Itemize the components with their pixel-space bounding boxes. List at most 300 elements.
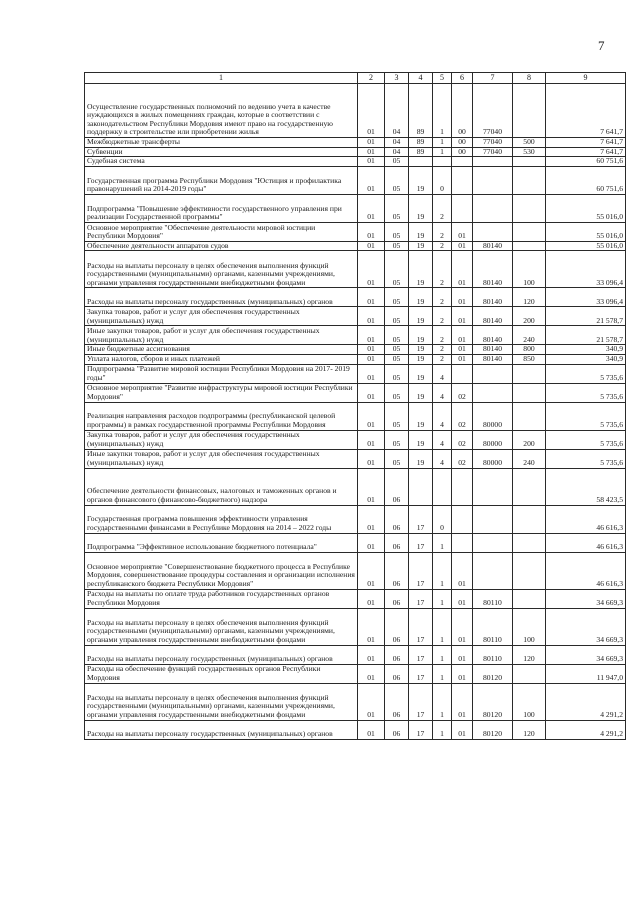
table-cell-program: 17: [409, 533, 433, 552]
table-cell-section: 01: [358, 307, 385, 326]
table-cell-amount: 11 947,0: [546, 664, 626, 683]
table-cell-expense-type: [513, 402, 546, 430]
table-cell-subsection: 06: [385, 608, 409, 645]
table-cell-expense-type: 120: [513, 720, 546, 739]
table-cell-section: 01: [358, 84, 385, 138]
table-cell-direction: [473, 222, 513, 241]
table-cell-amount: 4 291,2: [546, 720, 626, 739]
table-row: [85, 720, 626, 739]
table-body: [85, 84, 626, 740]
table-cell-section: 01: [358, 505, 385, 533]
table-cell-direction: [473, 533, 513, 552]
table-cell-direction: 80000: [473, 402, 513, 430]
table-cell-subprogram: 4: [433, 383, 452, 402]
table-cell-measure: 01: [452, 326, 473, 345]
table-cell-subprogram: [433, 157, 452, 167]
table-cell-subprogram: 4: [433, 449, 452, 468]
table-cell-program: 19: [409, 364, 433, 383]
table-cell-name: Подпрограмма "Повышение эффективности государственного управления при реализации Государственной программы": [85, 194, 358, 222]
table-row: [85, 364, 626, 383]
table-cell-section: 01: [358, 430, 385, 449]
table-row: [85, 383, 626, 402]
table-cell-subsection: 05: [385, 449, 409, 468]
table-cell-subprogram: 1: [433, 608, 452, 645]
table-cell-measure: 01: [452, 683, 473, 720]
table-cell-amount: 34 669,3: [546, 645, 626, 664]
table-row: [85, 505, 626, 533]
header-row: [85, 73, 626, 84]
table-cell-subprogram: 2: [433, 288, 452, 307]
table-cell-amount: 58 423,5: [546, 468, 626, 505]
table-cell-subsection: 06: [385, 505, 409, 533]
table-cell-subsection: 06: [385, 552, 409, 589]
table-cell-direction: 77040: [473, 147, 513, 157]
table-cell-measure: 01: [452, 288, 473, 307]
table-cell-program: 89: [409, 138, 433, 148]
table-cell-subprogram: 1: [433, 645, 452, 664]
table-cell-measure: 01: [452, 354, 473, 364]
table-cell-amount: 7 641,7: [546, 84, 626, 138]
table-cell-subsection: 05: [385, 307, 409, 326]
table-cell-program: 19: [409, 449, 433, 468]
table-cell-expense-type: [513, 222, 546, 241]
table-cell-subsection: 04: [385, 84, 409, 138]
table-cell-section: 01: [358, 326, 385, 345]
table-row: [85, 222, 626, 241]
table-cell-name: Обеспечение деятельности аппаратов судов: [85, 241, 358, 251]
table-cell-amount: 7 641,7: [546, 147, 626, 157]
table-cell-program: [409, 468, 433, 505]
table-row: [85, 241, 626, 251]
table-cell-name: Закупка товаров, работ и услуг для обеспечения государственных (муниципальных) нужд: [85, 430, 358, 449]
budget-table: [84, 72, 626, 740]
table-cell-program: 19: [409, 383, 433, 402]
table-cell-measure: 01: [452, 345, 473, 355]
table-cell-name: Осуществление государственных полномочий по ведению учета в качестве нуждающихся в жилых помещениях граждан, которые в соответствии с законодательством Республики Мордовия имеют право на государственную поддержку в строительстве или приобретении жилья: [85, 84, 358, 138]
table-row: [85, 147, 626, 157]
table-row: [85, 608, 626, 645]
table-cell-name: Иные бюджетные ассигнования: [85, 345, 358, 355]
table-cell-program: 17: [409, 608, 433, 645]
table-row: [85, 288, 626, 307]
table-cell-program: 17: [409, 683, 433, 720]
table-cell-amount: 55 016,0: [546, 241, 626, 251]
table-cell-amount: 46 616,3: [546, 533, 626, 552]
table-cell-subsection: 06: [385, 589, 409, 608]
table-row: [85, 84, 626, 138]
table-cell-program: 19: [409, 166, 433, 194]
table-cell-amount: 46 616,3: [546, 552, 626, 589]
table-cell-name: Государственная программа повышения эффективности управления государственными финансами в Республике Мордовия на 2014 – 2022 годы: [85, 505, 358, 533]
table-cell-expense-type: [513, 157, 546, 167]
table-cell-direction: 80140: [473, 354, 513, 364]
table-cell-subprogram: 4: [433, 364, 452, 383]
table-cell-direction: [473, 552, 513, 589]
table-cell-subprogram: 2: [433, 354, 452, 364]
table-cell-name: Реализация направления расходов подпрограммы (республиканской целевой программы) в рамках государственной программы Республики Мордовия: [85, 402, 358, 430]
table-cell-direction: 80000: [473, 449, 513, 468]
table-cell-name: Основное мероприятие "Развитие инфраструктуры мировой юстиции Республики Мордовия": [85, 383, 358, 402]
table-cell-measure: 00: [452, 138, 473, 148]
table-cell-section: 01: [358, 138, 385, 148]
table-cell-subprogram: 2: [433, 194, 452, 222]
table-cell-direction: 80110: [473, 589, 513, 608]
table-cell-measure: [452, 157, 473, 167]
table-cell-measure: [452, 166, 473, 194]
table-cell-subsection: 05: [385, 157, 409, 167]
table-cell-amount: 60 751,6: [546, 157, 626, 167]
table-cell-program: 17: [409, 645, 433, 664]
table-cell-expense-type: 200: [513, 430, 546, 449]
table-cell-section: 01: [358, 468, 385, 505]
table-cell-name: Межбюджетные трансферты: [85, 138, 358, 148]
table-row: [85, 138, 626, 148]
table-cell-subprogram: 1: [433, 147, 452, 157]
table-cell-subsection: 06: [385, 664, 409, 683]
table-cell-name: Расходы на выплаты персоналу в целях обеспечения выполнения функций государственными (муниципальными) органами, казенными учреждениями, органами управления государственными внебюджетными фондами: [85, 608, 358, 645]
table-cell-subprogram: 1: [433, 552, 452, 589]
table-cell-program: 17: [409, 720, 433, 739]
table-row: [85, 194, 626, 222]
table-cell-subprogram: 0: [433, 166, 452, 194]
table-cell-subsection: 05: [385, 194, 409, 222]
table-cell-measure: [452, 505, 473, 533]
table-cell-subsection: 06: [385, 468, 409, 505]
table-cell-program: 19: [409, 288, 433, 307]
table-cell-section: 01: [358, 589, 385, 608]
table-cell-direction: [473, 157, 513, 167]
table-cell-expense-type: [513, 194, 546, 222]
table-row: [85, 683, 626, 720]
table-cell-amount: 7 641,7: [546, 138, 626, 148]
table-cell-direction: 80140: [473, 288, 513, 307]
table-row: [85, 645, 626, 664]
table-row: [85, 157, 626, 167]
table-cell-subprogram: 2: [433, 326, 452, 345]
table-cell-measure: 01: [452, 664, 473, 683]
table-cell-direction: 80120: [473, 683, 513, 720]
col-header-4: 4: [409, 73, 433, 84]
table-cell-subprogram: 1: [433, 720, 452, 739]
table-cell-section: 01: [358, 345, 385, 355]
table-cell-measure: 01: [452, 589, 473, 608]
table-cell-measure: 02: [452, 402, 473, 430]
table-cell-subsection: 06: [385, 533, 409, 552]
table-cell-expense-type: [513, 166, 546, 194]
table-cell-expense-type: 800: [513, 345, 546, 355]
table-cell-subprogram: 2: [433, 345, 452, 355]
table-cell-expense-type: [513, 664, 546, 683]
table-cell-amount: 4 291,2: [546, 683, 626, 720]
table-cell-measure: [452, 364, 473, 383]
table-cell-program: 19: [409, 194, 433, 222]
table-cell-name: Основное мероприятие "Обеспечение деятельности мировой юстиции Республики Мордовия": [85, 222, 358, 241]
table-cell-expense-type: 530: [513, 147, 546, 157]
table-cell-program: 89: [409, 147, 433, 157]
table-cell-name: Расходы на выплаты персоналу государственных (муниципальных) органов: [85, 288, 358, 307]
table-cell-measure: [452, 468, 473, 505]
table-cell-measure: [452, 194, 473, 222]
table-cell-expense-type: 120: [513, 288, 546, 307]
table-cell-program: 89: [409, 84, 433, 138]
table-cell-amount: 5 735,6: [546, 383, 626, 402]
table-cell-amount: 340,9: [546, 354, 626, 364]
table-cell-amount: 33 096,4: [546, 251, 626, 288]
table-cell-expense-type: 500: [513, 138, 546, 148]
table-cell-section: 01: [358, 157, 385, 167]
table-cell-amount: 55 016,0: [546, 222, 626, 241]
table-cell-subprogram: 4: [433, 402, 452, 430]
table-cell-name: Подпрограмма "Эффективное использование бюджетного потенциала": [85, 533, 358, 552]
table-cell-subprogram: 1: [433, 138, 452, 148]
table-cell-direction: [473, 364, 513, 383]
table-cell-expense-type: [513, 505, 546, 533]
table-cell-subsection: 05: [385, 383, 409, 402]
table-cell-subsection: 05: [385, 354, 409, 364]
table-cell-subprogram: 2: [433, 307, 452, 326]
table-cell-direction: 77040: [473, 84, 513, 138]
table-cell-expense-type: 100: [513, 683, 546, 720]
table-cell-subsection: 05: [385, 251, 409, 288]
table-cell-amount: 46 616,3: [546, 505, 626, 533]
table-row: [85, 589, 626, 608]
table-cell-subsection: 05: [385, 430, 409, 449]
table-cell-name: Подпрограмма "Развитие мировой юстиции Республики Мордовия на 2017- 2019 годы": [85, 364, 358, 383]
table-cell-program: 19: [409, 430, 433, 449]
table-cell-section: 01: [358, 645, 385, 664]
table-cell-expense-type: 200: [513, 307, 546, 326]
table-cell-section: 01: [358, 147, 385, 157]
table-cell-subsection: 05: [385, 166, 409, 194]
table-cell-expense-type: 850: [513, 354, 546, 364]
table-cell-subsection: 05: [385, 241, 409, 251]
table-row: [85, 533, 626, 552]
table-cell-amount: 55 016,0: [546, 194, 626, 222]
table-cell-program: 17: [409, 589, 433, 608]
page-number: 7: [598, 38, 605, 53]
table-cell-measure: 00: [452, 147, 473, 157]
table-cell-measure: 01: [452, 251, 473, 288]
table-row: [85, 664, 626, 683]
table-cell-name: Расходы на выплаты персоналу в целях обеспечения выполнения функций государственными (муниципальными) органами, казенными учреждениями, органами управления государственными внебюджетными фондами: [85, 251, 358, 288]
table-cell-direction: [473, 468, 513, 505]
table-cell-subsection: 06: [385, 645, 409, 664]
col-header-2: 2: [358, 73, 385, 84]
table-cell-amount: 21 578,7: [546, 326, 626, 345]
table-cell-name: Судебная система: [85, 157, 358, 167]
table-cell-name: Иные закупки товаров, работ и услуг для обеспечения государственных (муниципальных) нужд: [85, 326, 358, 345]
col-header-9: 9: [546, 73, 626, 84]
table-cell-section: 01: [358, 251, 385, 288]
table-cell-expense-type: [513, 533, 546, 552]
table-cell-program: 19: [409, 307, 433, 326]
table-cell-subsection: 05: [385, 288, 409, 307]
table-row: [85, 449, 626, 468]
table-cell-subprogram: 2: [433, 251, 452, 288]
table-cell-direction: 80120: [473, 720, 513, 739]
table-cell-measure: 01: [452, 720, 473, 739]
table-cell-expense-type: [513, 241, 546, 251]
table-cell-expense-type: [513, 383, 546, 402]
table-row: [85, 354, 626, 364]
table-cell-section: 01: [358, 608, 385, 645]
table-cell-amount: 21 578,7: [546, 307, 626, 326]
table-cell-measure: 01: [452, 552, 473, 589]
table-cell-expense-type: [513, 364, 546, 383]
table-cell-subsection: 05: [385, 402, 409, 430]
table-cell-program: 17: [409, 664, 433, 683]
table-cell-subprogram: 1: [433, 84, 452, 138]
col-header-7: 7: [473, 73, 513, 84]
table-cell-name: Расходы на выплаты по оплате труда работников государственных органов Республики Мордовия: [85, 589, 358, 608]
table-row: [85, 326, 626, 345]
table-cell-measure: [452, 533, 473, 552]
table-cell-amount: 5 735,6: [546, 402, 626, 430]
table-cell-name: Обеспечение деятельности финансовых, налоговых и таможенных органов и органов финансового (финансово-бюджетного) надзора: [85, 468, 358, 505]
table-cell-section: 01: [358, 552, 385, 589]
table-cell-program: 19: [409, 402, 433, 430]
table-cell-name: Расходы на выплаты персоналу в целях обеспечения выполнения функций государственными (муниципальными) органами, казенными учреждениями, органами управления государственными внебюджетными фондами: [85, 683, 358, 720]
table-cell-section: 01: [358, 683, 385, 720]
table-cell-direction: 80140: [473, 345, 513, 355]
table-cell-expense-type: 100: [513, 608, 546, 645]
table-cell-name: Субвенции: [85, 147, 358, 157]
table-cell-measure: 01: [452, 307, 473, 326]
table-cell-direction: 80140: [473, 251, 513, 288]
table-cell-program: 19: [409, 251, 433, 288]
table-cell-section: 01: [358, 449, 385, 468]
table-cell-section: 01: [358, 533, 385, 552]
table-cell-section: 01: [358, 288, 385, 307]
table-cell-measure: 01: [452, 645, 473, 664]
table-cell-expense-type: 120: [513, 645, 546, 664]
table-cell-direction: 80140: [473, 241, 513, 251]
table-row: [85, 251, 626, 288]
table-cell-section: 01: [358, 383, 385, 402]
table-cell-expense-type: [513, 84, 546, 138]
table-cell-direction: 80110: [473, 608, 513, 645]
col-header-3: 3: [385, 73, 409, 84]
table-cell-name: Государственная программа Республики Мордовия "Юстиция и профилактика правонарушений на 2014-2019 годы": [85, 166, 358, 194]
table-cell-direction: [473, 505, 513, 533]
table-cell-subprogram: 1: [433, 589, 452, 608]
table-cell-subprogram: 2: [433, 241, 452, 251]
table-cell-section: 01: [358, 402, 385, 430]
table-cell-subsection: 05: [385, 222, 409, 241]
table-row: [85, 402, 626, 430]
table-cell-amount: 5 735,6: [546, 449, 626, 468]
table-cell-amount: 5 735,6: [546, 430, 626, 449]
table-cell-section: 01: [358, 664, 385, 683]
col-header-5: 5: [433, 73, 452, 84]
table-cell-subprogram: 4: [433, 430, 452, 449]
table-cell-direction: 80140: [473, 307, 513, 326]
table-row: [85, 468, 626, 505]
col-header-8: 8: [513, 73, 546, 84]
table-cell-measure: 01: [452, 222, 473, 241]
table-cell-measure: 02: [452, 449, 473, 468]
table-cell-direction: [473, 383, 513, 402]
table-cell-name: Расходы на обеспечение функций государственных органов Республики Мордовия: [85, 664, 358, 683]
table-cell-direction: [473, 166, 513, 194]
table-cell-subsection: 06: [385, 683, 409, 720]
table-cell-program: [409, 157, 433, 167]
table-cell-subprogram: 1: [433, 664, 452, 683]
table-cell-name: Иные закупки товаров, работ и услуг для обеспечения государственных (муниципальных) нужд: [85, 449, 358, 468]
table-cell-direction: 80110: [473, 645, 513, 664]
table-cell-expense-type: 240: [513, 326, 546, 345]
table-cell-subprogram: 1: [433, 683, 452, 720]
table-cell-subsection: 06: [385, 720, 409, 739]
table-cell-subprogram: 2: [433, 222, 452, 241]
table-cell-program: 19: [409, 326, 433, 345]
table-cell-direction: 80120: [473, 664, 513, 683]
table-cell-name: Уплата налогов, сборов и иных платежей: [85, 354, 358, 364]
table-cell-subsection: 05: [385, 345, 409, 355]
table-cell-amount: 5 735,6: [546, 364, 626, 383]
table-cell-subsection: 05: [385, 364, 409, 383]
col-header-1: 1: [85, 73, 358, 84]
table-cell-program: 19: [409, 354, 433, 364]
table-row: [85, 307, 626, 326]
table-cell-expense-type: 240: [513, 449, 546, 468]
table-cell-program: 19: [409, 222, 433, 241]
table-cell-measure: 02: [452, 430, 473, 449]
table-cell-direction: [473, 194, 513, 222]
table-cell-section: 01: [358, 354, 385, 364]
col-header-6: 6: [452, 73, 473, 84]
table-cell-measure: 01: [452, 241, 473, 251]
table-cell-direction: 80000: [473, 430, 513, 449]
table-cell-measure: 00: [452, 84, 473, 138]
table-cell-section: 01: [358, 166, 385, 194]
table-cell-program: 19: [409, 345, 433, 355]
table-cell-expense-type: 100: [513, 251, 546, 288]
table-cell-program: 17: [409, 552, 433, 589]
table-cell-measure: 01: [452, 608, 473, 645]
table-cell-name: Основное мероприятие "Совершенствование бюджетного процесса в Республике Мордовия, совершенствование процедуры составления и организации исполнения республиканского бюджета Республики Мордовия": [85, 552, 358, 589]
table-cell-name: Закупка товаров, работ и услуг для обеспечения государственных (муниципальных) нужд: [85, 307, 358, 326]
table-cell-section: 01: [358, 194, 385, 222]
table-cell-section: 01: [358, 222, 385, 241]
table-cell-amount: 33 096,4: [546, 288, 626, 307]
table-cell-direction: 77040: [473, 138, 513, 148]
table-cell-amount: 34 669,3: [546, 589, 626, 608]
table-cell-subsection: 04: [385, 138, 409, 148]
table-cell-expense-type: [513, 589, 546, 608]
table-cell-name: Расходы на выплаты персоналу государственных (муниципальных) органов: [85, 720, 358, 739]
table-row: [85, 552, 626, 589]
table-cell-section: 01: [358, 241, 385, 251]
table-row: [85, 166, 626, 194]
table-cell-program: 17: [409, 505, 433, 533]
table-cell-section: 01: [358, 364, 385, 383]
table-cell-subprogram: 0: [433, 505, 452, 533]
table-cell-expense-type: [513, 468, 546, 505]
table-cell-subsection: 05: [385, 326, 409, 345]
table-cell-amount: 60 751,6: [546, 166, 626, 194]
table-cell-subprogram: 1: [433, 533, 452, 552]
table-cell-subprogram: [433, 468, 452, 505]
table-cell-amount: 34 669,3: [546, 608, 626, 645]
table-cell-subsection: 04: [385, 147, 409, 157]
table-cell-measure: 02: [452, 383, 473, 402]
table-cell-section: 01: [358, 720, 385, 739]
table-row: [85, 345, 626, 355]
table-row: [85, 430, 626, 449]
table-cell-direction: 80140: [473, 326, 513, 345]
table-cell-amount: 340,9: [546, 345, 626, 355]
